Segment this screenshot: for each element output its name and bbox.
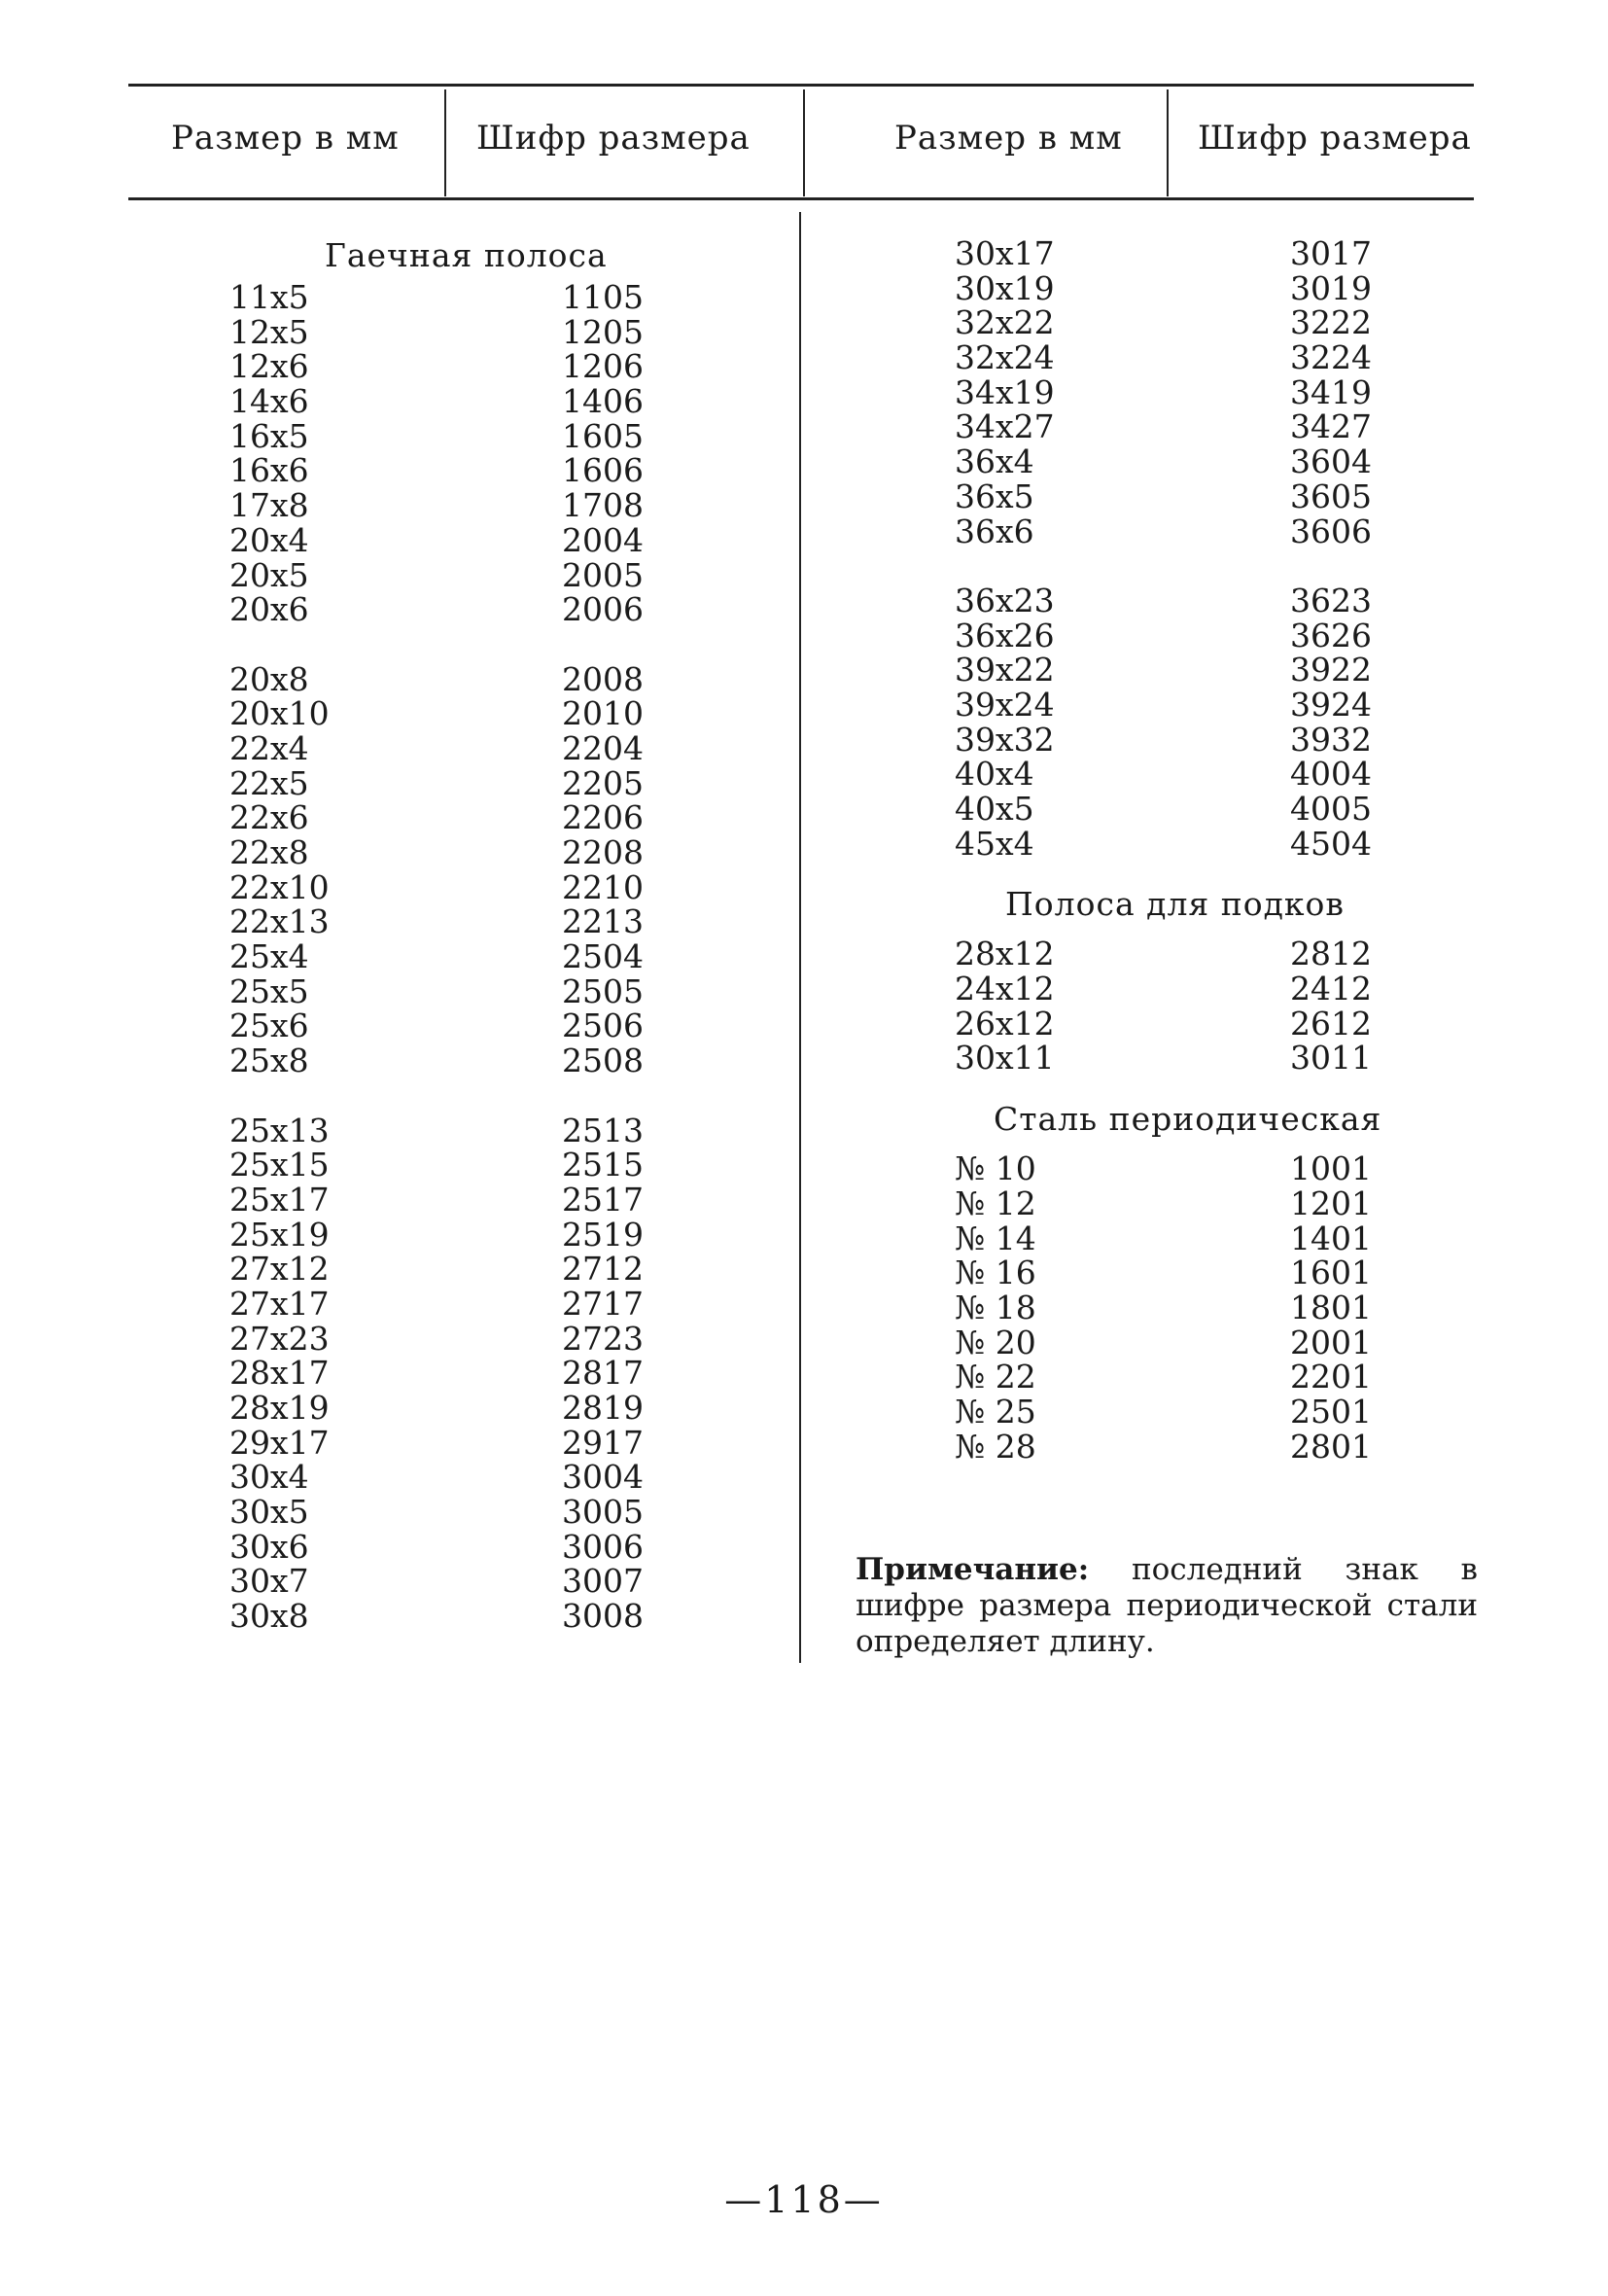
table-row <box>229 696 774 731</box>
code-cell: 2208 <box>562 833 644 871</box>
code-cell: 3008 <box>562 1597 644 1636</box>
table-row <box>229 1423 774 1462</box>
code-cell: 2412 <box>1290 970 1372 1008</box>
size-cell: 27x12 <box>229 1250 330 1289</box>
table-row <box>229 555 774 594</box>
code-cell: 2004 <box>562 520 644 559</box>
code-cell: 4504 <box>1290 824 1372 863</box>
code-cell: 2001 <box>1290 1323 1372 1361</box>
size-cell: № 25 <box>955 1392 1036 1431</box>
size-cell: 30x6 <box>229 1527 309 1566</box>
table-row <box>229 800 774 835</box>
size-cell: 45x4 <box>955 824 1034 863</box>
footnote-label: Примечание: <box>856 1552 1090 1587</box>
code-cell: 3922 <box>1290 651 1372 689</box>
code-cell: 2504 <box>562 937 644 976</box>
code-cell: 2819 <box>562 1389 644 1427</box>
size-cell: 25x4 <box>229 937 309 976</box>
code-cell: 1601 <box>1290 1254 1372 1292</box>
size-cell: № 18 <box>955 1288 1036 1326</box>
code-cell: 4004 <box>1290 755 1372 794</box>
table-row <box>229 867 774 906</box>
code-cell: 3427 <box>1290 407 1372 446</box>
table-row <box>955 479 1499 514</box>
table-row <box>229 1008 774 1043</box>
table-row <box>229 1284 774 1323</box>
table-row <box>229 939 774 974</box>
code-cell: 2505 <box>562 971 644 1010</box>
size-cell: 28x17 <box>229 1354 330 1393</box>
code-cell: 1708 <box>562 486 644 525</box>
table-row <box>955 1392 1499 1431</box>
code-cell: 3004 <box>562 1458 644 1497</box>
table-row <box>229 1113 774 1148</box>
table-row <box>955 653 1499 688</box>
code-cell: 3932 <box>1290 720 1372 759</box>
table-row <box>955 720 1499 759</box>
table-row <box>955 305 1499 340</box>
header-size-right: Размер в мм <box>894 119 1123 158</box>
code-cell: 1105 <box>562 278 644 316</box>
left-rows <box>229 280 774 1634</box>
code-cell: 3006 <box>562 1527 644 1566</box>
table-row <box>955 1290 1499 1325</box>
code-cell: 2205 <box>562 763 644 802</box>
code-cell: 3019 <box>1290 268 1372 307</box>
size-cell: 30x17 <box>955 234 1055 272</box>
size-cell: 24x12 <box>955 970 1055 1008</box>
size-cell: 32x24 <box>955 338 1055 377</box>
size-cell: 30x5 <box>229 1493 309 1532</box>
table-row <box>229 1252 774 1287</box>
group-spacer <box>229 1078 774 1113</box>
size-cell: 36x6 <box>955 512 1034 550</box>
code-cell: 2517 <box>562 1180 644 1219</box>
table-row <box>229 1564 774 1599</box>
table-row <box>955 971 1499 1007</box>
size-cell: 39x32 <box>955 720 1055 759</box>
table-row <box>955 685 1499 724</box>
code-cell: 3606 <box>1290 512 1372 550</box>
size-cell: 20x10 <box>229 694 330 733</box>
table-row <box>229 312 774 351</box>
code-cell: 1205 <box>562 312 644 351</box>
table-row <box>229 1599 774 1634</box>
header-bottom-rule <box>128 197 1474 200</box>
code-cell: 1001 <box>1290 1149 1372 1188</box>
table-row <box>229 520 774 559</box>
code-cell: 2501 <box>1290 1392 1372 1431</box>
table-row <box>955 1183 1499 1222</box>
code-cell: 1406 <box>562 382 644 421</box>
code-cell: 1606 <box>562 451 644 490</box>
table-row <box>229 763 774 802</box>
section-title-horseshoe-strip: Полоса для подков <box>1005 885 1345 924</box>
table-row <box>955 372 1499 411</box>
table-row <box>229 592 774 627</box>
table-row <box>955 1151 1499 1186</box>
table-row <box>229 1356 774 1391</box>
size-cell: 20x4 <box>229 520 309 559</box>
code-cell: 3924 <box>1290 685 1372 724</box>
size-cell: 36x23 <box>955 581 1055 619</box>
table-row <box>229 971 774 1010</box>
table-row <box>229 280 774 315</box>
code-cell: 2519 <box>562 1215 644 1254</box>
code-cell: 1401 <box>1290 1219 1372 1257</box>
code-cell: 2008 <box>562 659 644 698</box>
code-cell: 3605 <box>1290 477 1372 515</box>
code-cell: 2723 <box>562 1319 644 1358</box>
code-cell: 2005 <box>562 555 644 594</box>
table-row <box>955 1221 1499 1256</box>
code-cell: 3222 <box>1290 303 1372 342</box>
table-row <box>955 236 1499 271</box>
code-cell: 1206 <box>562 347 644 386</box>
body-divider-center <box>799 212 801 1663</box>
code-cell: 3005 <box>562 1493 644 1532</box>
table-row <box>229 1180 774 1219</box>
code-cell: 1605 <box>562 416 644 455</box>
size-cell: 20x5 <box>229 555 309 594</box>
code-cell: 2817 <box>562 1354 644 1393</box>
table-row <box>229 1043 774 1078</box>
table-row <box>955 1041 1499 1076</box>
code-cell: 2801 <box>1290 1427 1372 1466</box>
table-row <box>955 444 1499 479</box>
footnote-text: последний знак в шифре размера периодической стали определяет длину. <box>856 1552 1478 1659</box>
size-cell: 36x5 <box>955 477 1034 515</box>
code-cell: 2210 <box>562 867 644 906</box>
size-cell: 22x13 <box>229 902 330 941</box>
size-cell: 22x10 <box>229 867 330 906</box>
code-cell: 3007 <box>562 1562 644 1601</box>
table-row <box>955 1325 1499 1360</box>
table-row <box>229 659 774 698</box>
size-cell: 36x4 <box>955 442 1034 481</box>
size-cell: 16x6 <box>229 451 309 490</box>
size-cell: 28x12 <box>955 935 1055 973</box>
right-column <box>955 236 1499 1464</box>
table-row <box>229 416 774 455</box>
size-cell: 30x4 <box>229 1458 309 1497</box>
size-cell: 30x8 <box>229 1597 309 1636</box>
table-row <box>955 268 1499 307</box>
size-cell: 40x4 <box>955 755 1034 794</box>
code-cell: 2201 <box>1290 1358 1372 1396</box>
table-row <box>229 1319 774 1358</box>
table-row <box>229 904 774 939</box>
size-cell: 25x13 <box>229 1111 330 1149</box>
code-cell: 2717 <box>562 1284 644 1323</box>
size-cell: 34x19 <box>955 372 1055 411</box>
table-row <box>955 514 1499 549</box>
size-cell: № 16 <box>955 1254 1036 1292</box>
size-cell: 27x23 <box>229 1319 330 1358</box>
code-cell: 1201 <box>1290 1183 1372 1222</box>
code-cell: 2508 <box>562 1042 644 1080</box>
footnote <box>856 1552 1478 1660</box>
table-row <box>955 824 1499 863</box>
table-row <box>955 340 1499 375</box>
size-cell: 25x8 <box>229 1042 309 1080</box>
header-divider-center <box>803 89 805 196</box>
size-cell: 22x6 <box>229 798 309 837</box>
header-size-left: Размер в мм <box>171 119 400 158</box>
table-row <box>229 384 774 419</box>
group-spacer <box>955 548 1499 583</box>
size-cell: 22x4 <box>229 728 309 767</box>
size-cell: 32x22 <box>955 303 1055 342</box>
code-cell: 3224 <box>1290 338 1372 377</box>
code-cell: 3604 <box>1290 442 1372 481</box>
size-cell: 30x11 <box>955 1039 1055 1077</box>
table-row <box>229 1215 774 1254</box>
code-cell: 2712 <box>562 1250 644 1289</box>
size-cell: 27x17 <box>229 1284 330 1323</box>
code-cell: 2917 <box>562 1423 644 1462</box>
size-cell: 28x19 <box>229 1389 330 1427</box>
size-cell: 36x26 <box>955 616 1055 654</box>
header-code-left: Шифр размера <box>476 119 751 158</box>
code-cell: 2213 <box>562 902 644 941</box>
periodic-rows <box>955 1151 1499 1464</box>
table-row <box>955 1427 1499 1466</box>
size-cell: 25x15 <box>229 1146 330 1184</box>
code-cell: 2010 <box>562 694 644 733</box>
code-cell: 2812 <box>1290 935 1372 973</box>
size-cell: 30x7 <box>229 1562 309 1601</box>
code-cell: 1801 <box>1290 1288 1372 1326</box>
code-cell: 3011 <box>1290 1039 1372 1077</box>
table-row <box>229 728 774 767</box>
header-code-right: Шифр размера <box>1198 119 1472 158</box>
header-divider-right <box>1167 89 1169 196</box>
code-cell: 2206 <box>562 798 644 837</box>
horseshoe-rows <box>955 936 1499 1076</box>
size-cell: 14x6 <box>229 382 309 421</box>
code-cell: 3419 <box>1290 372 1372 411</box>
code-cell: 2204 <box>562 728 644 767</box>
size-cell: 39x24 <box>955 685 1055 724</box>
table-row <box>229 1391 774 1426</box>
code-cell: 2513 <box>562 1111 644 1149</box>
table-row <box>955 618 1499 653</box>
table-row <box>955 409 1499 444</box>
table-row <box>955 583 1499 618</box>
code-cell: 2006 <box>562 590 644 629</box>
size-cell: 34x27 <box>955 407 1055 446</box>
size-cell: 22x5 <box>229 763 309 802</box>
right-rows <box>955 236 1499 861</box>
size-cell: 16x5 <box>229 416 309 455</box>
table-row <box>229 835 774 870</box>
size-cell: № 14 <box>955 1219 1036 1257</box>
code-cell: 2506 <box>562 1007 644 1045</box>
size-cell: 26x12 <box>955 1004 1055 1042</box>
code-cell: 2612 <box>1290 1004 1372 1042</box>
size-cell: 17x8 <box>229 486 309 525</box>
table-row <box>955 936 1499 971</box>
size-cell: 40x5 <box>955 790 1034 828</box>
page-number: —118— <box>724 2178 884 2221</box>
size-cell: 30x19 <box>955 268 1055 307</box>
table-row <box>955 1360 1499 1395</box>
size-cell: № 12 <box>955 1183 1036 1222</box>
size-cell: № 22 <box>955 1358 1036 1396</box>
code-cell: 3626 <box>1290 616 1372 654</box>
header-divider-left <box>444 89 446 196</box>
table-row <box>229 453 774 488</box>
code-cell: 3017 <box>1290 234 1372 272</box>
size-cell: № 28 <box>955 1427 1036 1466</box>
code-cell: 2515 <box>562 1146 644 1184</box>
size-cell: 25x17 <box>229 1180 330 1219</box>
size-cell: 20x6 <box>229 590 309 629</box>
size-cell: 25x5 <box>229 971 309 1010</box>
size-cell: № 10 <box>955 1149 1036 1188</box>
size-cell: 12x5 <box>229 312 309 351</box>
table-row <box>229 1148 774 1183</box>
table-row <box>955 757 1499 792</box>
size-cell: 11x5 <box>229 278 309 316</box>
section-title-periodic-steel: Сталь периодическая <box>994 1100 1382 1139</box>
table-row <box>955 1004 1499 1042</box>
left-column <box>229 231 774 1634</box>
section-title-nut-strip: Гаечная полоса <box>325 236 608 274</box>
size-cell: 25x19 <box>229 1215 330 1254</box>
code-cell: 3623 <box>1290 581 1372 619</box>
table-row <box>229 1460 774 1495</box>
table-row <box>229 488 774 523</box>
size-cell: 22x8 <box>229 833 309 871</box>
code-cell: 4005 <box>1290 790 1372 828</box>
table-row <box>229 349 774 384</box>
size-cell: 39x22 <box>955 651 1055 689</box>
group-spacer <box>229 627 774 662</box>
table-row <box>955 792 1499 827</box>
table-row <box>229 1527 774 1566</box>
size-cell: 12x6 <box>229 347 309 386</box>
size-cell: № 20 <box>955 1323 1036 1361</box>
size-cell: 20x8 <box>229 659 309 698</box>
size-cell: 29x17 <box>229 1423 330 1462</box>
table-row <box>229 1495 774 1530</box>
size-cell: 25x6 <box>229 1007 309 1045</box>
table-top-rule <box>128 84 1474 87</box>
table-row <box>955 1255 1499 1290</box>
